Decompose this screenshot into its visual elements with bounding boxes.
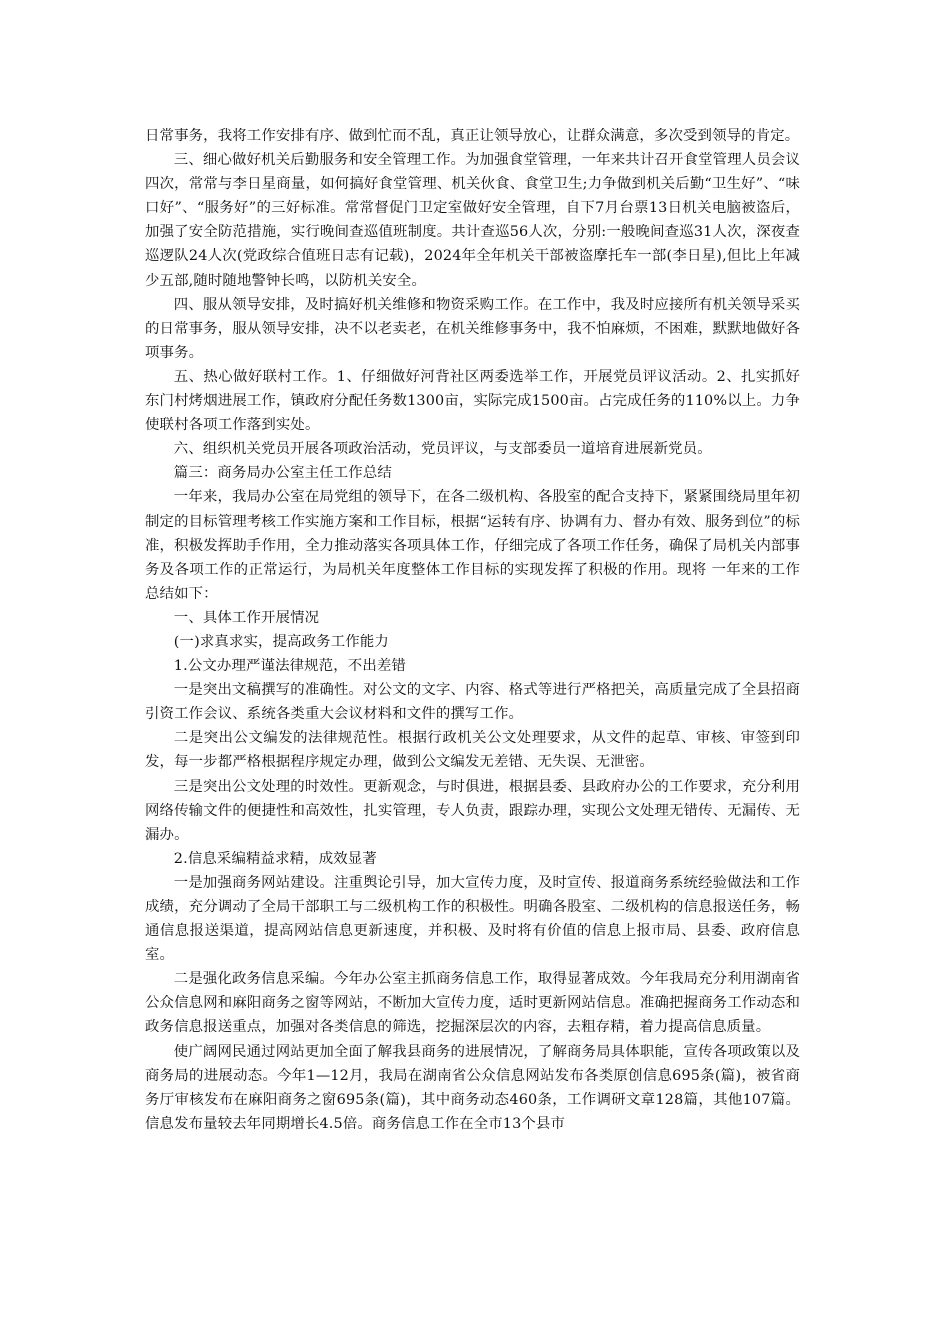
heading-level-3-docs: 1.公文办理严谨法律规范，不出差错: [173, 658, 406, 675]
paragraph-info-3: 使广阔网民通过网站更加全面了解我县商务的进展情况，了解商务局具体职能，宣传各项政策以及商务局的进展动态。今年1—12月，我局在湖南省公众信息网站发布各类原创信息695条(篇)，被省商务厅审核发布在麻阳商务之窗695条(篇)，其中商务动态460条，工作调研文章128篇，其他107篇。信息发布量较去年同期增长4.5倍。商务信息工作在全市13个县市: [145, 1043, 800, 1132]
paragraph-section-4: 四、服从领导安排，及时搞好机关维修和物资采购工作。在工作中，我及时应接所有机关领导采买的日常事务，服从领导安排，决不以老卖老，在机关维修事务中，我不怕麻烦，不困难，默默地做好各项事务。: [145, 296, 800, 361]
document-page: [145, 124, 800, 1136]
heading-level-3-info: 2.信息采编精益求精，成效显著: [173, 850, 377, 867]
paragraph-continuation: 日常事务，我将工作安排有序、做到忙而不乱，真正让领导放心，让群众满意，多次受到领导的肯定。: [145, 128, 800, 144]
paragraph-info-2: 二是强化政务信息采编。今年办公室主抓商务信息工作，取得显著成效。今年我局充分利用湖南省公众信息网和麻阳商务之窗等网站，不断加大宣传力度，适时更新网站信息。准确把握商务工作动态和政务信息报送重点，加强对各类信息的筛选，挖掘深层次的内容，去粗存精，着力提高信息质量。: [145, 971, 800, 1036]
paragraph-section-5: 五、热心做好联村工作。1、仔细做好河背社区两委选举工作，开展党员评议活动。2、扎实抓好东门村烤烟进展工作，镇政府分配任务数1300亩，实际完成1500亩。占完成任务的110%以上。力争使联村各项工作落到实处。: [145, 368, 800, 434]
heading-level-2: (一)求真求实，提高政务工作能力: [173, 633, 389, 650]
paragraph-section-6: 六、组织机关党员开展各项政治活动，党员评议，与支部委员一道培育进展新党员。: [173, 441, 712, 458]
paragraph-intro: 一年来，我局办公室在局党组的领导下，在各二级机构、各股室的配合支持下，紧紧围绕局里年初制定的目标管理考核工作实施方案和工作目标，根据“运转有序、协调有力、督办有效、服务到位”的标准，积极发挥助手作用，全力推动落实各项具体工作，仔细完成了各项工作任务，确保了局机关内部事务及各项工作的正常运行，为局机关年度整体工作目标的实现发挥了积极的作用。现将 一年来的工作总结如下：: [145, 489, 800, 602]
article-title: 篇三：商务局办公室主任工作总结: [173, 465, 392, 482]
paragraph-docs-1: 一是突出文稿撰写的准确性。对公文的文字、内容、格式等进行严格把关，高质量完成了全县招商引资工作会议、系统各类重大会议材料和文件的撰写工作。: [145, 682, 800, 723]
paragraph-docs-3: 三是突出公文处理的时效性。更新观念，与时俱进，根据县委、县政府办公的工作要求，充分利用网络传输文件的便捷性和高效性，扎实管理，专人负责，跟踪办理，实现公文处理无错传、无漏传、无漏办。: [145, 778, 800, 843]
paragraph-section-3: 三、细心做好机关后勤服务和安全管理工作。为加强食堂管理，一年来共计召开食堂管理人员会议四次，常常与李日星商量，如何搞好食堂管理、机关伙食、食堂卫生;力争做到机关后勤“卫生好”、“味口好”、“服务好”的三好标准。常常督促门卫定室做好安全管理，自下7月台票13日机关电脑被盗后，加强了安全防范措施，实行晚间查巡值班制度。共计查巡56人次，分别:一般晚间查巡31人次，深夜查巡逻队24人次(党政综合值班日志有记载)，2024年全年机关干部被盗摩托车一部(李日星),但比上年减少五部,随时随地警钟长鸣，以防机关安全。: [145, 152, 800, 289]
heading-level-1: 一、具体工作开展情况: [173, 609, 320, 626]
paragraph-docs-2: 二是突出公文编发的法律规范性。根据行政机关公文处理要求，从文件的起草、审核、审签到印发，每一步都严格根据程序规定办理，做到公文编发无差错、无失误、无泄密。: [145, 730, 800, 771]
paragraph-info-1: 一是加强商务网站建设。注重舆论引导，加大宣传力度，及时宣传、报道商务系统经验做法和工作成绩，充分调动了全局干部职工与二级机构工作的积极性。明确各股室、二级机构的信息报送任务，畅通信息报送渠道，提高网站信息更新速度，并积极、及时将有价值的信息上报市局、县委、政府信息室。: [145, 874, 800, 964]
